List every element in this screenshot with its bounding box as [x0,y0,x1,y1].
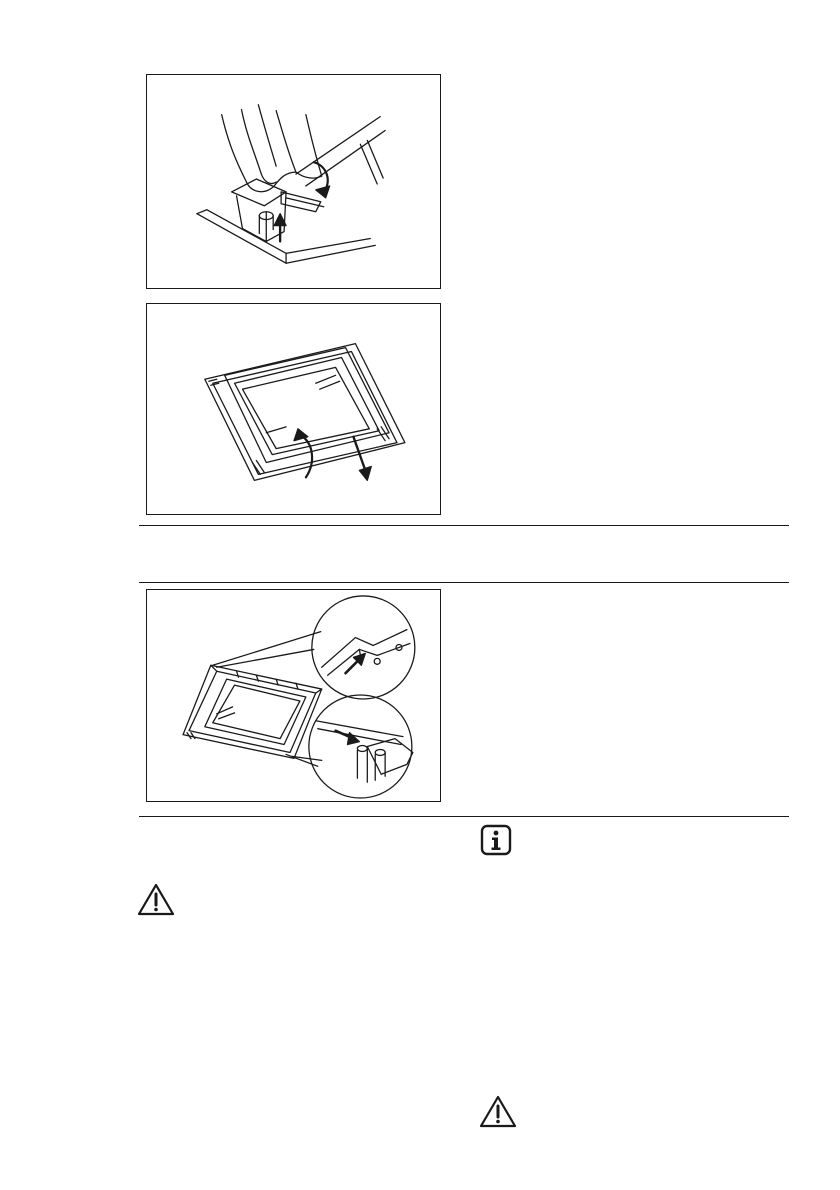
section-divider [139,816,789,817]
section-divider [139,525,789,526]
warning-icon [478,1094,518,1129]
hinge-lock-illustration [146,74,441,289]
info-icon [480,824,512,856]
door-panel-removal-illustration [146,303,441,515]
door-panel-reinstall-illustration [146,589,441,802]
section-divider [139,582,789,583]
warning-icon [136,882,176,917]
